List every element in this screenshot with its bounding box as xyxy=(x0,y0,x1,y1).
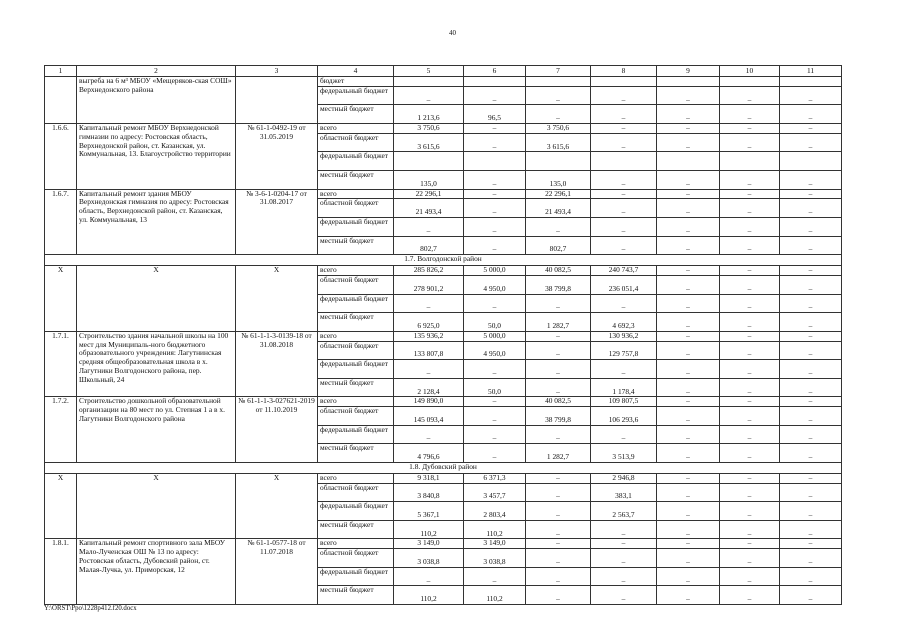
amount-cell: – xyxy=(780,170,842,189)
amount-cell: 240 743,7 xyxy=(591,266,657,276)
amount-cell: – xyxy=(464,189,526,199)
amount-cell: – xyxy=(464,444,526,463)
amount-cell: – xyxy=(591,586,657,605)
amount-cell: 5 000,0 xyxy=(464,266,526,276)
amount-cell: – xyxy=(526,378,591,397)
amount-cell: – xyxy=(780,341,842,360)
amount-cell: 135 936,2 xyxy=(394,331,464,341)
amount-cell: – xyxy=(720,236,780,255)
amount-cell: – xyxy=(780,586,842,605)
amount-cell: – xyxy=(780,549,842,568)
amount-cell: – xyxy=(526,360,591,379)
amount-cell: – xyxy=(780,123,842,133)
amount-cell: – xyxy=(720,502,780,521)
amount-cell: – xyxy=(394,425,464,444)
header-cell: 11 xyxy=(780,66,842,77)
amount-cell: – xyxy=(780,105,842,124)
amount-cell: 130 936,2 xyxy=(591,331,657,341)
amount-cell: – xyxy=(780,313,842,332)
amount-cell xyxy=(657,77,720,87)
amount-cell: – xyxy=(464,567,526,586)
amount-cell: – xyxy=(780,275,842,294)
funding-source-label: областной бюджет xyxy=(318,407,394,426)
amount-cell: – xyxy=(657,549,720,568)
amount-cell: 3 513,9 xyxy=(591,444,657,463)
amount-cell: – xyxy=(720,425,780,444)
amount-cell: 2 128,4 xyxy=(394,378,464,397)
funding-source-label: местный бюджет xyxy=(318,586,394,605)
amount-cell: – xyxy=(591,539,657,549)
amount-cell: – xyxy=(720,341,780,360)
amount-cell: – xyxy=(657,236,720,255)
amount-cell: – xyxy=(464,236,526,255)
table-row xyxy=(45,189,842,199)
amount-cell: – xyxy=(657,217,720,236)
funding-source-label: всего xyxy=(318,539,394,549)
table-row xyxy=(45,77,842,87)
amount-cell: – xyxy=(657,266,720,276)
amount-cell: 109 807,5 xyxy=(591,397,657,407)
amount-cell: – xyxy=(657,313,720,332)
amount-cell: – xyxy=(780,473,842,483)
amount-cell: – xyxy=(591,294,657,313)
funding-source-label: бюджет xyxy=(318,77,394,87)
amount-cell: – xyxy=(720,586,780,605)
amount-cell: – xyxy=(657,444,720,463)
amount-cell: – xyxy=(464,170,526,189)
amount-cell: – xyxy=(720,294,780,313)
table-row xyxy=(45,473,842,483)
amount-cell: – xyxy=(526,341,591,360)
amount-cell: – xyxy=(720,313,780,332)
amount-cell: – xyxy=(780,502,842,521)
amount-cell: – xyxy=(720,86,780,105)
amount-cell xyxy=(591,77,657,87)
funding-source-label: федеральный бюджет xyxy=(318,567,394,586)
amount-cell xyxy=(394,152,464,171)
amount-cell: 38 799,8 xyxy=(526,275,591,294)
amount-cell: – xyxy=(591,217,657,236)
amount-cell: – xyxy=(526,425,591,444)
amount-cell xyxy=(394,77,464,87)
amount-cell: – xyxy=(720,217,780,236)
amount-cell: – xyxy=(526,539,591,549)
amount-cell: – xyxy=(464,294,526,313)
amount-cell: – xyxy=(591,520,657,539)
amount-cell: – xyxy=(720,397,780,407)
amount-cell: 3 038,8 xyxy=(464,549,526,568)
item-description: X xyxy=(77,473,236,539)
header-cell: 4 xyxy=(318,66,394,77)
item-document: № 3-6-1-0204-17 от 31.08.2017 xyxy=(236,189,318,255)
amount-cell: – xyxy=(526,586,591,605)
amount-cell: 3 750,6 xyxy=(526,123,591,133)
amount-cell: – xyxy=(780,189,842,199)
amount-cell: – xyxy=(780,294,842,313)
amount-cell: 1 282,7 xyxy=(526,313,591,332)
amount-cell: – xyxy=(720,407,780,426)
amount-cell: – xyxy=(657,473,720,483)
amount-cell: – xyxy=(591,86,657,105)
amount-cell: 21 493,4 xyxy=(526,199,591,218)
amount-cell: – xyxy=(657,294,720,313)
amount-cell: 96,5 xyxy=(464,105,526,124)
amount-cell: – xyxy=(464,86,526,105)
amount-cell: 5 000,0 xyxy=(464,331,526,341)
amount-cell: 110,2 xyxy=(394,586,464,605)
amount-cell: – xyxy=(780,378,842,397)
amount-cell: 110,2 xyxy=(464,586,526,605)
table-row xyxy=(45,397,842,407)
funding-source-label: местный бюджет xyxy=(318,105,394,124)
amount-cell: – xyxy=(591,133,657,152)
amount-cell: 149 890,0 xyxy=(394,397,464,407)
amount-cell: – xyxy=(657,360,720,379)
item-number: 1.6.7. xyxy=(45,189,77,255)
amount-cell: 110,2 xyxy=(464,520,526,539)
amount-cell: 1 213,6 xyxy=(394,105,464,124)
amount-cell: – xyxy=(591,199,657,218)
amount-cell xyxy=(591,152,657,171)
amount-cell: – xyxy=(657,586,720,605)
amount-cell xyxy=(526,152,591,171)
funding-source-label: местный бюджет xyxy=(318,236,394,255)
amount-cell: – xyxy=(780,217,842,236)
amount-cell: – xyxy=(657,483,720,502)
amount-cell xyxy=(780,152,842,171)
amount-cell: 3 149,0 xyxy=(394,539,464,549)
amount-cell: – xyxy=(394,217,464,236)
item-document: X xyxy=(236,473,318,539)
amount-cell: – xyxy=(780,444,842,463)
amount-cell: – xyxy=(780,236,842,255)
header-cell: 2 xyxy=(77,66,236,77)
amount-cell: – xyxy=(591,549,657,568)
amount-cell: – xyxy=(526,217,591,236)
item-number xyxy=(45,77,77,124)
amount-cell: – xyxy=(720,549,780,568)
funding-source-label: федеральный бюджет xyxy=(318,360,394,379)
funding-source-label: местный бюджет xyxy=(318,444,394,463)
amount-cell: – xyxy=(780,407,842,426)
amount-cell: – xyxy=(526,105,591,124)
amount-cell: 3 750,6 xyxy=(394,123,464,133)
amount-cell: 50,0 xyxy=(464,378,526,397)
amount-cell: – xyxy=(780,539,842,549)
amount-cell: 133 807,8 xyxy=(394,341,464,360)
amount-cell: – xyxy=(657,123,720,133)
amount-cell: 802,7 xyxy=(526,236,591,255)
amount-cell: – xyxy=(591,236,657,255)
header-cell: 7 xyxy=(526,66,591,77)
funding-source-label: областной бюджет xyxy=(318,341,394,360)
funding-source-label: федеральный бюджет xyxy=(318,425,394,444)
header-cell: 8 xyxy=(591,66,657,77)
amount-cell: – xyxy=(394,294,464,313)
section-header-row xyxy=(45,255,842,266)
amount-cell: – xyxy=(591,189,657,199)
amount-cell: – xyxy=(720,105,780,124)
item-document: № 61-1-0577-18 от 11.07.2018 xyxy=(236,539,318,605)
funding-source-label: областной бюджет xyxy=(318,275,394,294)
funding-source-label: местный бюджет xyxy=(318,378,394,397)
amount-cell: 3 615,6 xyxy=(526,133,591,152)
amount-cell: 1 282,7 xyxy=(526,444,591,463)
item-number: 1.7.2. xyxy=(45,397,77,463)
amount-cell: – xyxy=(657,170,720,189)
amount-cell: 129 757,8 xyxy=(591,341,657,360)
page-number: 40 xyxy=(449,29,456,37)
amount-cell: – xyxy=(464,217,526,236)
amount-cell: – xyxy=(780,425,842,444)
amount-cell: – xyxy=(657,275,720,294)
funding-source-label: федеральный бюджет xyxy=(318,86,394,105)
table-row xyxy=(45,123,842,133)
amount-cell xyxy=(657,152,720,171)
amount-cell: – xyxy=(780,199,842,218)
amount-cell: 236 051,4 xyxy=(591,275,657,294)
amount-cell: – xyxy=(526,549,591,568)
funding-source-label: всего xyxy=(318,397,394,407)
amount-cell: – xyxy=(657,539,720,549)
amount-cell: – xyxy=(464,199,526,218)
amount-cell: 2 946,8 xyxy=(591,473,657,483)
item-description: X xyxy=(77,266,236,332)
header-cell: 6 xyxy=(464,66,526,77)
amount-cell: – xyxy=(720,275,780,294)
budget-table xyxy=(44,65,842,605)
amount-cell: 802,7 xyxy=(394,236,464,255)
amount-cell: – xyxy=(394,567,464,586)
amount-cell: 383,1 xyxy=(591,483,657,502)
amount-cell: – xyxy=(526,331,591,341)
amount-cell: 3 457,7 xyxy=(464,483,526,502)
amount-cell: – xyxy=(464,360,526,379)
item-description: Строительство дошкольной образовательной организации на 80 мест по ул. Степная 1 а в х. Лагутники Волгодонского района xyxy=(77,397,236,463)
amount-cell: – xyxy=(657,341,720,360)
amount-cell: – xyxy=(464,123,526,133)
amount-cell: – xyxy=(780,520,842,539)
funding-source-label: всего xyxy=(318,473,394,483)
amount-cell: – xyxy=(464,133,526,152)
amount-cell xyxy=(464,152,526,171)
funding-source-label: областной бюджет xyxy=(318,133,394,152)
file-path-footer: Y:\ORST\Ppo\1228p412.f20.docx xyxy=(44,605,137,612)
funding-source-label: всего xyxy=(318,189,394,199)
amount-cell: – xyxy=(657,502,720,521)
amount-cell: 40 082,5 xyxy=(526,266,591,276)
amount-cell: 135,0 xyxy=(394,170,464,189)
item-description: Строительство здания начальной школы на 100 мест для Муниципаль-ного бюджетного образовательного учреждения: Лагутнинская средняя общеобразовательная школа в х. Лагутники Волгодонского района, пер. Школьный, 24 xyxy=(77,331,236,397)
funding-source-label: областной бюджет xyxy=(318,549,394,568)
amount-cell: – xyxy=(720,123,780,133)
amount-cell xyxy=(526,77,591,87)
amount-cell: 135,0 xyxy=(526,170,591,189)
amount-cell: – xyxy=(657,567,720,586)
item-number: 1.6.6. xyxy=(45,123,77,189)
amount-cell: 6 371,3 xyxy=(464,473,526,483)
amount-cell: – xyxy=(720,444,780,463)
amount-cell: – xyxy=(526,473,591,483)
item-number: 1.8.1. xyxy=(45,539,77,605)
amount-cell: – xyxy=(780,331,842,341)
amount-cell: – xyxy=(720,331,780,341)
amount-cell: – xyxy=(657,105,720,124)
amount-cell: – xyxy=(657,407,720,426)
amount-cell: 3 840,8 xyxy=(394,483,464,502)
amount-cell: – xyxy=(657,425,720,444)
item-number: X xyxy=(45,266,77,332)
amount-cell: – xyxy=(591,123,657,133)
amount-cell: – xyxy=(780,483,842,502)
funding-source-label: федеральный бюджет xyxy=(318,502,394,521)
amount-cell: – xyxy=(720,170,780,189)
amount-cell: – xyxy=(720,520,780,539)
header-cell: 10 xyxy=(720,66,780,77)
amount-cell: 3 038,8 xyxy=(394,549,464,568)
amount-cell: – xyxy=(526,502,591,521)
amount-cell: – xyxy=(464,425,526,444)
table-row xyxy=(45,539,842,549)
amount-cell: – xyxy=(591,170,657,189)
amount-cell: – xyxy=(657,520,720,539)
table-row xyxy=(45,331,842,341)
amount-cell: – xyxy=(720,483,780,502)
funding-source-label: областной бюджет xyxy=(318,199,394,218)
funding-source-label: местный бюджет xyxy=(318,313,394,332)
funding-source-label: всего xyxy=(318,331,394,341)
item-document: X xyxy=(236,266,318,332)
funding-source-label: всего xyxy=(318,123,394,133)
item-document: № 61-1-1-3-027621-2019 от 11.10.2019 xyxy=(236,397,318,463)
item-number: X xyxy=(45,473,77,539)
funding-source-label: местный бюджет xyxy=(318,170,394,189)
amount-cell: – xyxy=(526,520,591,539)
amount-cell: 4 950,0 xyxy=(464,341,526,360)
item-number: 1.7.1. xyxy=(45,331,77,397)
amount-cell: – xyxy=(657,397,720,407)
amount-cell: 22 296,1 xyxy=(394,189,464,199)
amount-cell: 21 493,4 xyxy=(394,199,464,218)
amount-cell: – xyxy=(720,539,780,549)
item-document: № 61-1-0492-19 от 31.05.2019 xyxy=(236,123,318,189)
amount-cell: – xyxy=(720,199,780,218)
item-description: выгреба на 6 м³ МБОУ «Мещеряков-ская СОШ» Верхнедонского района xyxy=(77,77,236,124)
amount-cell: – xyxy=(464,407,526,426)
funding-source-label: местный бюджет xyxy=(318,520,394,539)
amount-cell: 38 799,8 xyxy=(526,407,591,426)
amount-cell: – xyxy=(780,360,842,379)
amount-cell: 110,2 xyxy=(394,520,464,539)
header-cell: 1 xyxy=(45,66,77,77)
amount-cell: – xyxy=(591,105,657,124)
amount-cell: – xyxy=(780,567,842,586)
section-header-row xyxy=(45,462,842,473)
amount-cell: – xyxy=(657,86,720,105)
amount-cell: – xyxy=(526,567,591,586)
amount-cell: – xyxy=(720,360,780,379)
amount-cell: – xyxy=(526,483,591,502)
item-document xyxy=(236,77,318,124)
amount-cell: – xyxy=(720,378,780,397)
item-description: Капитальный ремонт спортивного зала МБОУ Мало-Лученская ОШ № 13 по адресу: Ростовская область, Дубовский район, ст. Малая-Лучка, ул. Приморская, 12 xyxy=(77,539,236,605)
amount-cell xyxy=(720,77,780,87)
amount-cell: – xyxy=(526,86,591,105)
funding-source-label: федеральный бюджет xyxy=(318,217,394,236)
amount-cell: 22 296,1 xyxy=(526,189,591,199)
amount-cell: – xyxy=(720,189,780,199)
amount-cell: – xyxy=(526,294,591,313)
amount-cell: 5 367,1 xyxy=(394,502,464,521)
amount-cell: – xyxy=(591,425,657,444)
amount-cell: 106 293,6 xyxy=(591,407,657,426)
amount-cell: 50,0 xyxy=(464,313,526,332)
header-cell: 3 xyxy=(236,66,318,77)
section-title: 1.7. Волгодонской район xyxy=(45,255,842,266)
amount-cell: – xyxy=(464,397,526,407)
amount-cell: – xyxy=(394,86,464,105)
item-description: Капитальный ремонт МБОУ Верхнедонской гимназии по адресу: Ростовская область, Верхнедонской район, ст. Казанская, ул. Коммунальная, 13. Благоустройство территории xyxy=(77,123,236,189)
amount-cell: 285 826,2 xyxy=(394,266,464,276)
amount-cell: – xyxy=(780,86,842,105)
amount-cell: 6 925,0 xyxy=(394,313,464,332)
header-cell: 5 xyxy=(394,66,464,77)
funding-source-label: федеральный бюджет xyxy=(318,152,394,171)
header-row xyxy=(45,66,842,77)
amount-cell: 2 803,4 xyxy=(464,502,526,521)
amount-cell: – xyxy=(657,331,720,341)
amount-cell xyxy=(720,152,780,171)
amount-cell: – xyxy=(591,360,657,379)
funding-source-label: всего xyxy=(318,266,394,276)
amount-cell: 145 093,4 xyxy=(394,407,464,426)
item-description: Капитальный ремонт здания МБОУ Верхнедонская гимназия по адресу: Ростовская область, Верхнедонской район, ст. Казанская, ул. Коммунальная, 13 xyxy=(77,189,236,255)
amount-cell: 2 563,7 xyxy=(591,502,657,521)
amount-cell: – xyxy=(657,133,720,152)
amount-cell: 4 796,6 xyxy=(394,444,464,463)
amount-cell: – xyxy=(780,397,842,407)
amount-cell: – xyxy=(394,360,464,379)
amount-cell: – xyxy=(780,133,842,152)
amount-cell: – xyxy=(720,473,780,483)
amount-cell: 4 692,3 xyxy=(591,313,657,332)
section-title: 1.8. Дубовский район xyxy=(45,462,842,473)
amount-cell: – xyxy=(720,133,780,152)
amount-cell: – xyxy=(657,199,720,218)
amount-cell: 9 318,1 xyxy=(394,473,464,483)
amount-cell: 278 901,2 xyxy=(394,275,464,294)
item-document: № 61-1-1-3-0139-18 от 31.08.2018 xyxy=(236,331,318,397)
amount-cell: – xyxy=(657,378,720,397)
amount-cell: – xyxy=(720,567,780,586)
amount-cell: – xyxy=(591,567,657,586)
amount-cell xyxy=(464,77,526,87)
amount-cell: – xyxy=(657,189,720,199)
amount-cell: 1 178,4 xyxy=(591,378,657,397)
amount-cell: 40 082,5 xyxy=(526,397,591,407)
header-cell: 9 xyxy=(657,66,720,77)
amount-cell xyxy=(780,77,842,87)
amount-cell: 3 149,0 xyxy=(464,539,526,549)
funding-source-label: областной бюджет xyxy=(318,483,394,502)
amount-cell: – xyxy=(720,266,780,276)
amount-cell: 3 615,6 xyxy=(394,133,464,152)
table-row xyxy=(45,266,842,276)
amount-cell: 4 950,0 xyxy=(464,275,526,294)
funding-source-label: федеральный бюджет xyxy=(318,294,394,313)
amount-cell: – xyxy=(780,266,842,276)
